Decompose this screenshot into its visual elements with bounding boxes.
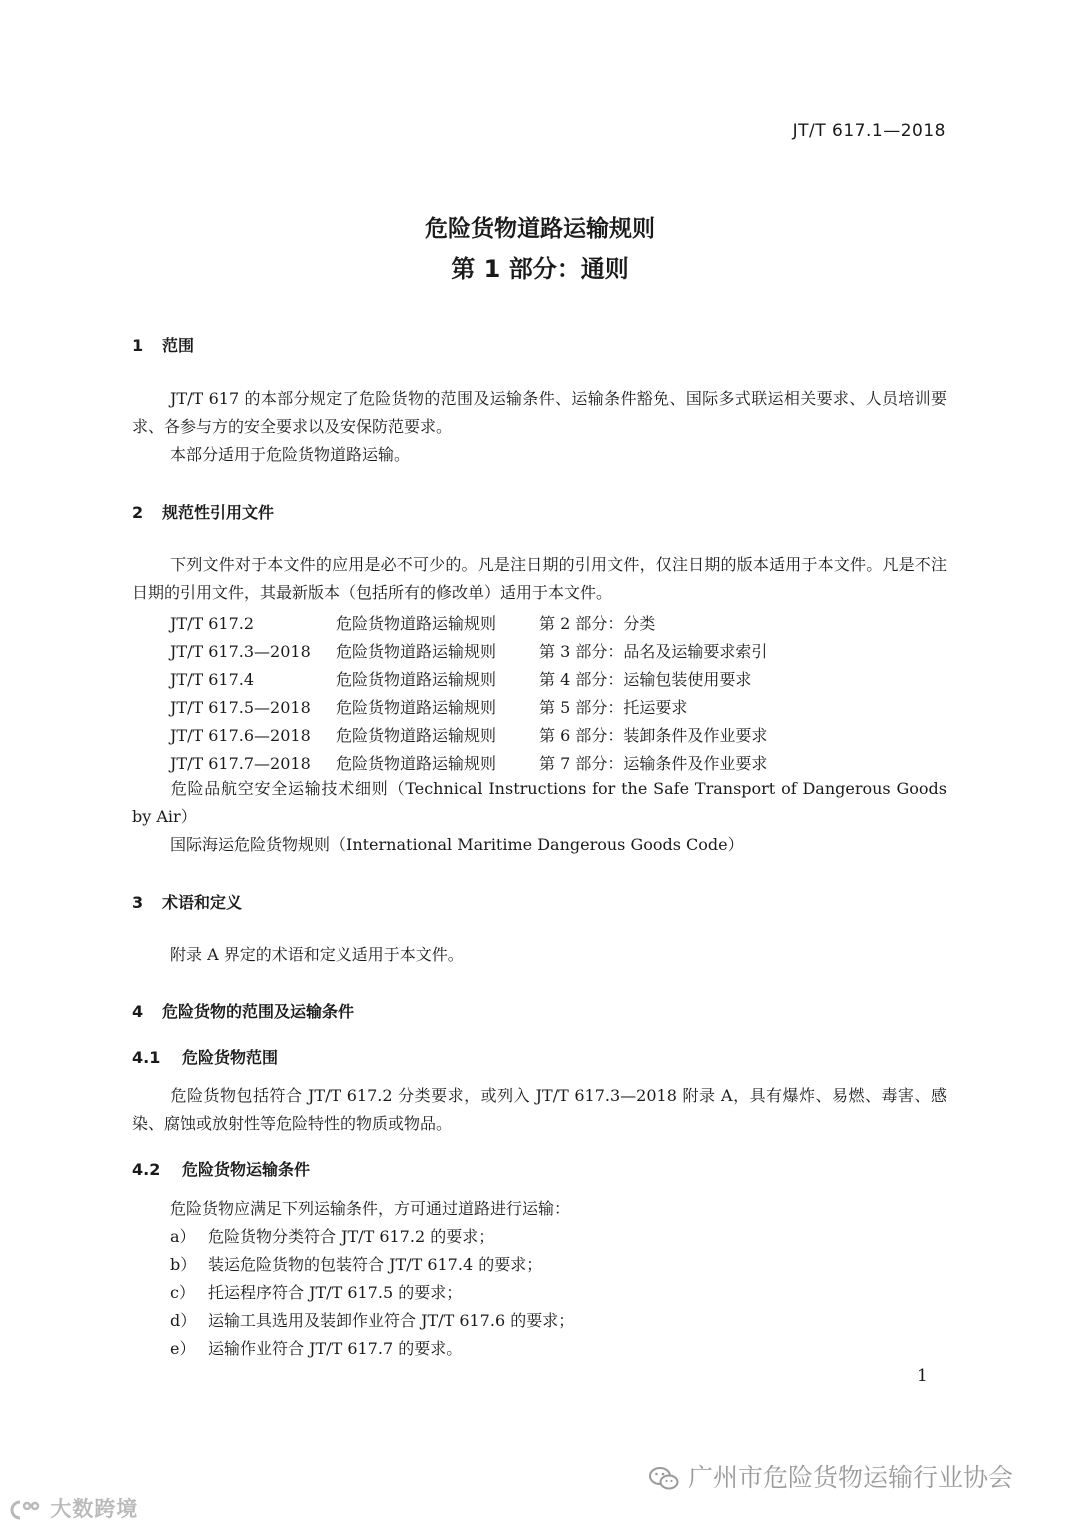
reference-part: 第 7 部分：运输条件及作业要求 bbox=[539, 754, 768, 773]
document-title: 危险货物道路运输规则 bbox=[425, 216, 655, 242]
reference-part: 第 5 部分：托运要求 bbox=[539, 698, 688, 717]
reference-entry bbox=[170, 667, 751, 690]
reference-code: JT/T 617.7—2018 bbox=[170, 754, 311, 773]
list-text: 托运程序符合 JT/T 617.5 的要求； bbox=[208, 1283, 463, 1302]
reference-code: JT/T 617.3—2018 bbox=[170, 642, 311, 661]
section-heading bbox=[132, 999, 354, 1022]
paragraph bbox=[132, 831, 947, 859]
reference-part: 第 2 部分：分类 bbox=[539, 614, 656, 633]
reference-code: JT/T 617.5—2018 bbox=[170, 698, 311, 717]
paragraph bbox=[132, 941, 947, 969]
paragraph bbox=[132, 385, 947, 441]
reference-title: 危险货物道路运输规则 bbox=[336, 670, 497, 689]
wechat-icon bbox=[648, 1465, 680, 1493]
list-item bbox=[170, 1252, 542, 1275]
subsection-heading bbox=[132, 1045, 278, 1068]
reference-code: JT/T 617.6—2018 bbox=[170, 726, 311, 745]
list-label: a） bbox=[170, 1227, 196, 1246]
paragraph: 危险货物应满足下列运输条件，方可通过道路进行运输： bbox=[170, 1199, 571, 1218]
list-text: 运输作业符合 JT/T 617.7 的要求。 bbox=[208, 1339, 463, 1358]
list-label: c） bbox=[170, 1283, 195, 1302]
section-number: 4 bbox=[132, 1002, 144, 1021]
paragraph bbox=[132, 775, 947, 831]
paragraph-text: 危险品航空安全运输技术细则（Technical Instructions for the Safe Transport of Dangerous Goods by Air） bbox=[132, 779, 947, 826]
list-label: e） bbox=[170, 1339, 196, 1358]
watermark-text: 大数跨境 bbox=[50, 1497, 139, 1521]
reference-title: 危险货物道路运输规则 bbox=[336, 698, 497, 717]
reference-entry bbox=[170, 751, 767, 774]
reference-part: 第 6 部分：装卸条件及作业要求 bbox=[539, 726, 768, 745]
list-label: b） bbox=[170, 1255, 197, 1274]
section-number: 3 bbox=[132, 893, 144, 912]
paragraph-text: 本部分适用于危险货物道路运输。 bbox=[170, 445, 411, 464]
reference-title: 危险货物道路运输规则 bbox=[336, 726, 497, 745]
subsection-heading bbox=[132, 1157, 310, 1180]
reference-part: 第 3 部分：品名及运输要求索引 bbox=[539, 642, 768, 661]
paragraph-text: 附录 A 界定的术语和定义适用于本文件。 bbox=[170, 945, 464, 964]
paragraph-text: 下列文件对于本文件的应用是必不可少的。凡是注日期的引用文件，仅注日期的版本适用于本文件。凡是不注日期的引用文件，其最新版本（包括所有的修改单）适用于本文件。 bbox=[132, 555, 947, 602]
page-number: 1 bbox=[917, 1366, 928, 1386]
section-number: 2 bbox=[132, 503, 144, 522]
reference-entry bbox=[170, 611, 655, 634]
list-item bbox=[170, 1308, 574, 1331]
watermark-text: 广州市危险货物运输行业协会 bbox=[687, 1463, 1013, 1492]
watermark-left bbox=[8, 1493, 138, 1523]
section-heading bbox=[132, 500, 274, 523]
reference-entry bbox=[170, 723, 767, 746]
reference-title: 危险货物道路运输规则 bbox=[336, 754, 497, 773]
paragraph bbox=[132, 1082, 947, 1138]
list-item bbox=[170, 1336, 462, 1359]
section-title: 危险货物的范围及运输条件 bbox=[162, 1002, 355, 1021]
subsection-title: 危险货物范围 bbox=[182, 1048, 279, 1067]
list-text: 运输工具选用及装卸作业符合 JT/T 617.6 的要求； bbox=[208, 1311, 575, 1330]
reference-entry bbox=[170, 639, 767, 662]
reference-part: 第 4 部分：运输包装使用要求 bbox=[539, 670, 752, 689]
subsection-number: 4.2 bbox=[132, 1160, 161, 1179]
list-text: 装运危险货物的包装符合 JT/T 617.4 的要求； bbox=[208, 1255, 543, 1274]
section-title: 范围 bbox=[162, 336, 195, 355]
subsection-number: 4.1 bbox=[132, 1048, 161, 1067]
standard-number: JT/T 617.1—2018 bbox=[792, 121, 946, 141]
list-text: 危险货物分类符合 JT/T 617.2 的要求； bbox=[208, 1227, 495, 1246]
list-label: d） bbox=[170, 1311, 197, 1330]
paragraph-text: 国际海运危险货物规则（International Maritime Dangerous Goods Code） bbox=[170, 835, 744, 854]
reference-entry bbox=[170, 695, 687, 718]
reference-code: JT/T 617.2 bbox=[170, 614, 255, 633]
paragraph-text: 危险货物包括符合 JT/T 617.2 分类要求，或列入 JT/T 617.3—2018 附录 A，具有爆炸、易燃、毒害、感染、腐蚀或放射性等危险特性的物质或物品。 bbox=[132, 1086, 947, 1133]
paragraph-text: JT/T 617 的本部分规定了危险货物的范围及运输条件、运输条件豁免、国际多式联运相关要求、人员培训要求、各参与方的安全要求以及安保防范要求。 bbox=[132, 389, 947, 436]
section-title: 术语和定义 bbox=[162, 893, 243, 912]
paragraph bbox=[132, 551, 947, 607]
reference-title: 危险货物道路运输规则 bbox=[336, 642, 497, 661]
reference-title: 危险货物道路运输规则 bbox=[336, 614, 497, 633]
section-heading bbox=[132, 333, 194, 356]
reference-code: JT/T 617.4 bbox=[170, 670, 255, 689]
subsection-title: 危险货物运输条件 bbox=[182, 1160, 311, 1179]
brand-logo-icon bbox=[8, 1499, 42, 1521]
section-number: 1 bbox=[132, 336, 144, 355]
list-item bbox=[170, 1224, 494, 1247]
section-heading bbox=[132, 890, 242, 913]
document-subtitle: 第 1 部分：通则 bbox=[451, 255, 629, 283]
section-title: 规范性引用文件 bbox=[162, 503, 275, 522]
watermark-right bbox=[648, 1458, 1013, 1494]
list-item bbox=[170, 1280, 462, 1303]
paragraph bbox=[132, 441, 947, 469]
